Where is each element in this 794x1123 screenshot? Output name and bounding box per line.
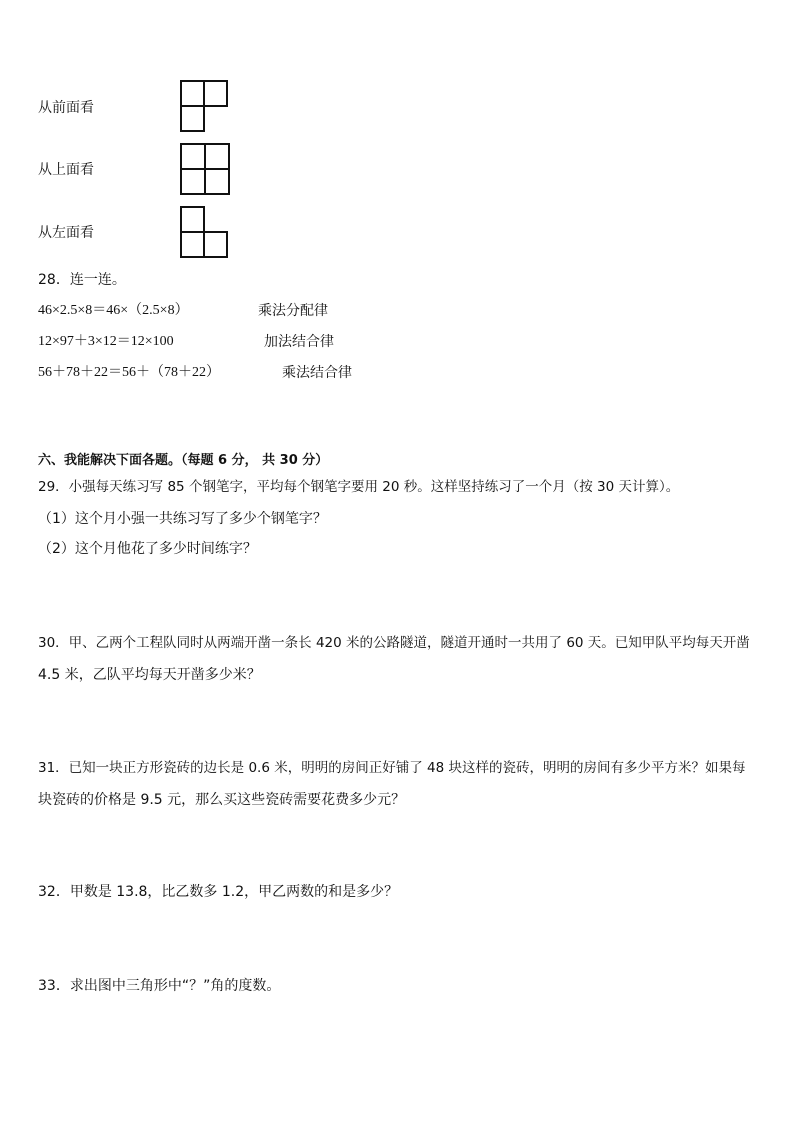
q28-equation-2: 12×97＋3×12＝12×100	[38, 334, 174, 349]
q31-line-2: 块瓷砖的价格是 9.5 元，那么买这些瓷砖需要花费多少元？	[38, 792, 406, 808]
q28-law-2: 加法结合律	[264, 334, 334, 350]
top-view-figure	[180, 143, 232, 197]
view-label-top: 从上面看	[38, 162, 94, 178]
q29-text: 29．小强每天练习写 85 个钢笔字，平均每个钢笔字要用 20 秒。这样坚持练习了一个月（按 30 天计算）。	[38, 479, 680, 495]
left-view-figure	[180, 206, 230, 260]
view-label-left: 从左面看	[38, 225, 94, 241]
q30-line-1: 30．甲、乙两个工程队同时从两端开凿一条长 420 米的公路隧道，隧道开通时一共用了 60 天。已知甲队平均每天开凿	[38, 635, 750, 651]
section6-heading: 六、我能解决下面各题。（每题 6 分， 共 30 分）	[38, 453, 329, 468]
q31-line-1: 31．已知一块正方形瓷砖的边长是 0.6 米，明明的房间正好铺了 48 块这样的瓷砖，明明的房间有多少平方米？如果每	[38, 760, 746, 776]
q33-text: 33．求出图中三角形中“？”角的度数。	[38, 978, 281, 994]
q28-equation-1: 46×2.5×8＝46×（2.5×8）	[38, 303, 189, 318]
q32-text: 32．甲数是 13.8，比乙数多 1.2，甲乙两数的和是多少？	[38, 884, 399, 900]
q29-sub-2: （2）这个月他花了多少时间练字？	[38, 541, 257, 557]
q29-sub-1: （1）这个月小强一共练习写了多少个钢笔字？	[38, 511, 327, 527]
view-label-front: 从前面看	[38, 100, 94, 116]
q28-equation-3: 56＋78＋22＝56＋（78＋22）	[38, 365, 220, 380]
q30-line-2: 4.5 米，乙队平均每天开凿多少米？	[38, 667, 261, 683]
q28-title: 28．连一连。	[38, 272, 126, 288]
front-view-figure	[180, 80, 230, 134]
q28-law-3: 乘法结合律	[282, 365, 352, 381]
q28-law-1: 乘法分配律	[258, 303, 328, 319]
